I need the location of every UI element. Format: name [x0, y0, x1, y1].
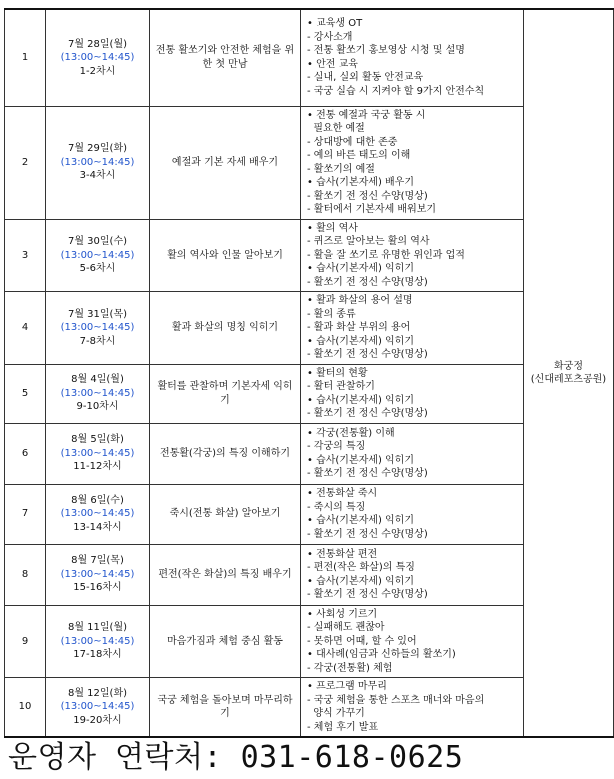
session-date-cell [46, 484, 150, 544]
session-topic: 국궁 체험을 돌아보며 마무리하기 [150, 678, 301, 738]
content-item: • 습사(기본자세) 익히기 [307, 394, 414, 406]
content-item: - 실내, 실외 활동 안전교육 [307, 72, 424, 84]
content-item: - 활쏘기 전 정신 수양(명상) [307, 190, 428, 202]
content-item: • 전통화살 편전 [307, 548, 378, 560]
content-item: • 프로그램 마무리 [307, 681, 387, 692]
session-number: 8 [5, 544, 46, 605]
session-date: 7월 30일(수) [67, 236, 128, 247]
session-period: 7-8차시 [79, 335, 116, 347]
venue-cell [524, 9, 614, 737]
session-period: 9-10차시 [76, 401, 119, 413]
table-row [5, 364, 614, 423]
session-topic: 마음가짐과 체험 중심 활동 [150, 605, 301, 678]
session-time: (13:00~14:45) [60, 322, 135, 333]
session-content [301, 292, 524, 365]
session-time: (13:00~14:45) [60, 508, 135, 520]
content-item: • 전통 예절과 국궁 활동 시 필요한 예절 [307, 109, 426, 134]
session-date: 8월 11일(월) [67, 622, 128, 633]
content-item: • 활과 화살의 용어 설명 [307, 295, 413, 306]
session-time: (13:00~14:45) [60, 568, 135, 580]
content-item: • 습사(기본자세) 익히기 [307, 454, 414, 466]
session-content [301, 9, 524, 106]
session-time: (13:00~14:45) [60, 447, 135, 459]
session-number: 10 [5, 678, 46, 738]
content-item: • 교육생 OT [307, 18, 363, 30]
session-period: 17-18차시 [73, 649, 122, 660]
session-content [301, 678, 524, 738]
session-date: 7월 31일(목) [67, 308, 128, 320]
table-row [5, 678, 614, 738]
content-item: - 강사소개 [307, 31, 353, 43]
session-content [301, 364, 524, 423]
content-item: - 활을 잘 쏘기로 유명한 위인과 업적 [307, 249, 465, 261]
session-date: 7월 28일(월) [67, 38, 128, 50]
content-item: - 상대방에 대한 존중 [307, 136, 398, 148]
session-date: 8월 4일(월) [71, 374, 124, 386]
content-item: - 활터에서 기본자세 배워보기 [307, 204, 437, 215]
table-row [5, 605, 614, 678]
session-content [301, 106, 524, 219]
session-number: 3 [5, 219, 46, 292]
table-row [5, 292, 614, 365]
session-date-cell [46, 544, 150, 605]
table-row [5, 484, 614, 544]
content-item: - 활쏘기 전 정신 수양(명상) [307, 528, 428, 540]
session-number: 6 [5, 423, 46, 484]
content-item: - 각궁(전통활) 체험 [307, 662, 393, 674]
session-time: (13:00~14:45) [60, 387, 135, 399]
session-number: 2 [5, 106, 46, 219]
session-time: (13:00~14:45) [60, 156, 135, 168]
session-period: 5-6차시 [79, 263, 116, 274]
content-item: - 실패해도 괜찮아 [307, 622, 385, 633]
content-item: • 습사(기본자세) 익히기 [307, 263, 414, 274]
session-topic: 예절과 기본 자세 배우기 [150, 106, 301, 219]
session-period: 13-14차시 [73, 521, 122, 533]
schedule-table-body [5, 9, 614, 737]
session-date: 8월 6일(수) [71, 494, 124, 506]
content-item: - 활쏘기 전 정신 수양(명상) [307, 589, 428, 600]
session-time: (13:00~14:45) [60, 52, 135, 63]
session-topic: 활터를 관찰하며 기본자세 익히기 [150, 364, 301, 423]
content-item: - 활쏘기 전 정신 수양(명상) [307, 349, 428, 360]
content-item: - 편전(작은 화살)의 특징 [307, 562, 415, 573]
session-period: 19-20차시 [73, 714, 122, 726]
content-item: - 활터 관찰하기 [307, 381, 375, 392]
table-row [5, 106, 614, 219]
content-item: • 전통화살 죽시 [307, 488, 378, 499]
session-date-cell [46, 364, 150, 423]
session-date-cell [46, 9, 150, 106]
session-topic: 전통 활쏘기와 안전한 체험을 위한 첫 만남 [150, 9, 301, 106]
content-item: • 습사(기본자세) 익히기 [307, 335, 414, 347]
session-content [301, 544, 524, 605]
session-date-cell [46, 219, 150, 292]
content-item: • 안전 교육 [307, 58, 358, 70]
content-item: - 활의 종류 [307, 308, 356, 320]
session-time: (13:00~14:45) [60, 249, 135, 261]
content-item: - 못하면 어때, 할 수 있어 [307, 635, 417, 647]
content-item: - 죽시의 특징 [307, 501, 366, 513]
content-item: • 습사(기본자세) 익히기 [307, 515, 414, 526]
session-date-cell [46, 292, 150, 365]
content-item: • 대사례(임금과 신하들의 활쏘기) [307, 649, 456, 660]
session-date: 8월 7일(목) [71, 555, 124, 567]
venue-location: (신대레포츠공원) [530, 374, 607, 385]
session-date: 7월 29일(화) [67, 143, 128, 155]
session-content [301, 484, 524, 544]
venue-name: 화궁정 [554, 360, 583, 372]
table-row [5, 219, 614, 292]
session-topic: 죽시(전통 화살) 알아보기 [150, 484, 301, 544]
session-date: 8월 12일(화) [67, 687, 128, 699]
session-topic: 활의 역사와 인물 알아보기 [150, 219, 301, 292]
table-row [5, 9, 614, 106]
operator-contact: 운영자 연락처: 031-618-0625 [8, 740, 464, 775]
session-content [301, 219, 524, 292]
session-time: (13:00~14:45) [60, 635, 135, 647]
session-date-cell [46, 678, 150, 738]
session-time: (13:00~14:45) [60, 701, 135, 713]
session-date: 8월 5일(화) [71, 434, 124, 446]
schedule-table [4, 8, 614, 738]
session-period: 11-12차시 [73, 461, 122, 473]
content-item: - 퀴즈로 알아보는 활의 역사 [307, 236, 430, 247]
session-date-cell [46, 106, 150, 219]
table-row [5, 544, 614, 605]
session-topic: 편전(작은 화살)의 특징 배우기 [150, 544, 301, 605]
session-topic: 전통활(각궁)의 특징 이해하기 [150, 423, 301, 484]
content-item: • 습사(기본자세) 익히기 [307, 575, 414, 587]
session-number: 1 [5, 9, 46, 106]
content-item: - 활과 화살 부위의 용어 [307, 322, 411, 333]
content-item: - 활쏘기 전 정신 수양(명상) [307, 408, 428, 419]
session-period: 3-4차시 [79, 170, 116, 182]
session-topic: 활과 화살의 명칭 익히기 [150, 292, 301, 365]
content-item: - 전통 활쏘기 홍보영상 시청 및 설명 [307, 45, 465, 57]
content-item: • 활터의 현황 [307, 367, 368, 379]
content-item: - 활쏘기 전 정신 수양(명상) [307, 276, 428, 288]
session-number: 9 [5, 605, 46, 678]
content-item: • 각궁(전통활) 이해 [307, 427, 395, 439]
session-date-cell [46, 423, 150, 484]
content-item: • 활의 역사 [307, 222, 358, 234]
session-content [301, 423, 524, 484]
session-period: 1-2차시 [79, 65, 116, 77]
session-date-cell [46, 605, 150, 678]
session-number: 4 [5, 292, 46, 365]
content-item: - 예의 바른 태도의 이해 [307, 150, 411, 161]
session-period: 15-16차시 [73, 582, 122, 594]
session-number: 5 [5, 364, 46, 423]
content-item: - 활쏘기 전 정신 수양(명상) [307, 468, 428, 479]
table-row [5, 423, 614, 484]
content-item: - 체험 후기 발표 [307, 721, 379, 733]
session-number: 7 [5, 484, 46, 544]
schedule-document [4, 8, 607, 738]
content-item: • 사회성 기르기 [307, 608, 378, 620]
content-item: - 활쏘기의 예절 [307, 163, 375, 175]
content-item: - 각궁의 특징 [307, 441, 366, 452]
content-item: - 국궁 실습 시 지켜야 할 9가지 안전수칙 [307, 85, 485, 97]
session-content [301, 605, 524, 678]
content-item: - 국궁 체험을 통한 스포츠 매너와 마음의 양식 가꾸기 [307, 694, 485, 719]
content-item: • 습사(기본자세) 배우기 [307, 177, 414, 188]
